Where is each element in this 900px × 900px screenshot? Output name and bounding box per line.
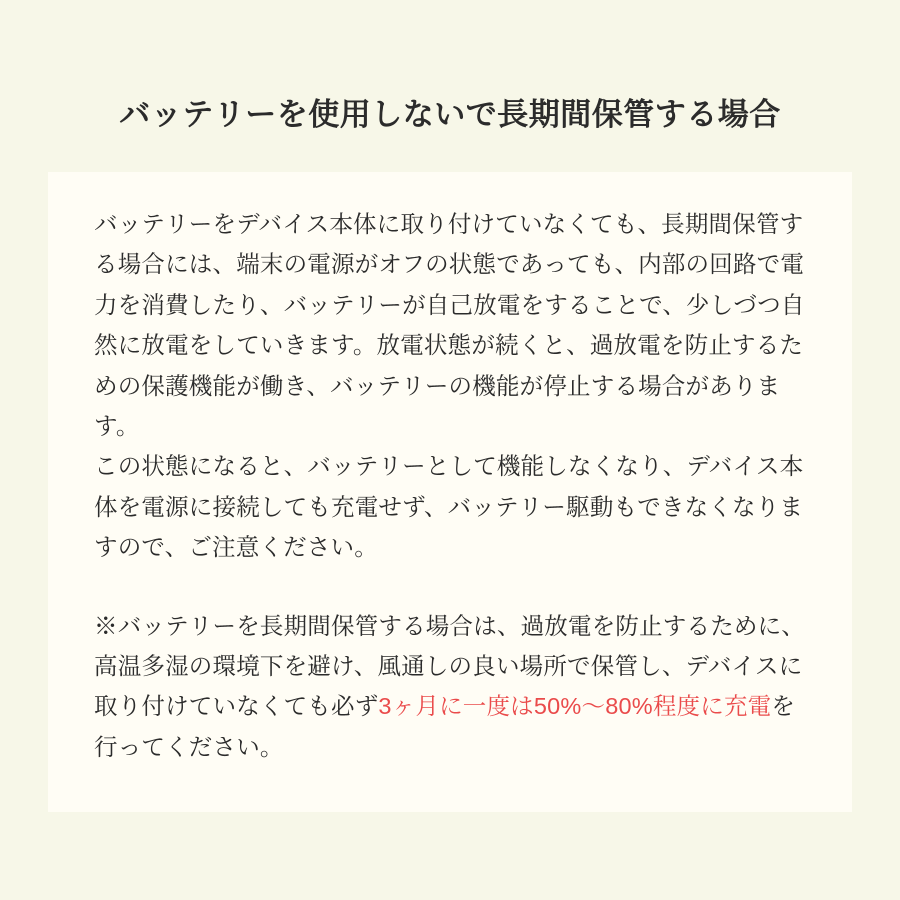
storage-note-highlight: 3ヶ月に一度は50%～80%程度に充電 (378, 693, 772, 720)
paragraph-no-charge-warning: この状態になると、バッテリーとして機能しなくなり、デバイス本体を電源に接続しても充電せず、バッテリー駆動もできなくなりますので、ご注意ください。 (94, 453, 804, 561)
content-card (48, 172, 852, 812)
page-title: バッテリーを使用しないで長期間保管する場合 (119, 96, 781, 132)
paragraph-discharge-warning: バッテリーをデバイス本体に取り付けていなくても、長期間保管する場合には、端末の電源がオフの状態であっても、内部の回路で電力を消費したり、バッテリーが自己放電をすることで、少しづつ自然に放電をしていきます。放電状態が続くと、過放電を防止するための保護機能が働き、バッテリーの機能が停止する場合があります。 (94, 211, 805, 440)
storage-note-text-before: ※バッテリーを長期間保管する場合は、過放電を防止するために、高温多湿の環境下を避け、風通しの良い場所で保管し、デバイスに取り付けていなくても必ず (94, 612, 805, 720)
storage-note-text-after: を行ってください。 (94, 693, 796, 760)
paragraph-spacer (94, 568, 806, 606)
paragraph-storage-note (94, 606, 806, 768)
